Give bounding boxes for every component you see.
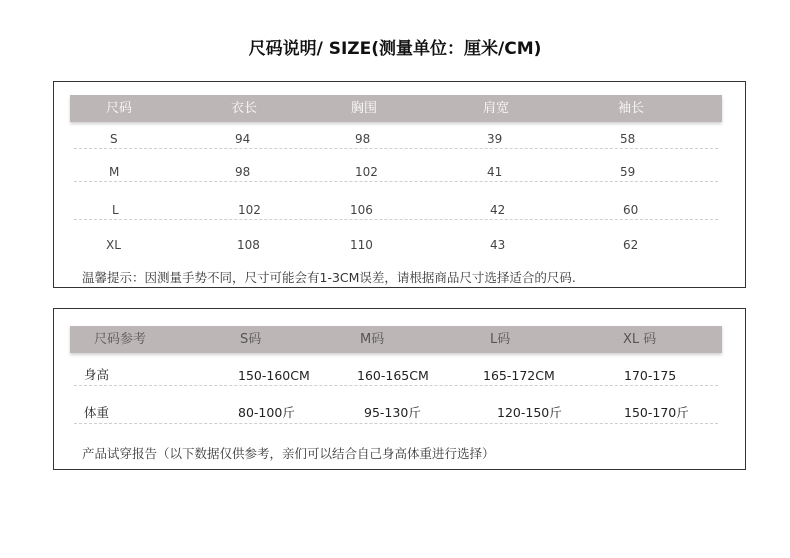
cell-label-weight: 体重 bbox=[84, 405, 110, 420]
cell-weight-xl: 150-170斤 bbox=[624, 405, 689, 420]
cell-length: 102 bbox=[238, 203, 261, 217]
table-row bbox=[74, 401, 718, 424]
cell-size: XL bbox=[106, 238, 121, 252]
cell-length: 98 bbox=[235, 165, 251, 179]
reference-note: 产品试穿报告（以下数据仅供参考，亲们可以结合自己身高体重进行选择） bbox=[82, 446, 495, 461]
cell-shoulder: 42 bbox=[490, 203, 506, 217]
header-chest: 胸围 bbox=[351, 101, 378, 116]
header-size: 尺码 bbox=[106, 101, 133, 116]
reference-table-header bbox=[70, 326, 722, 353]
cell-size: L bbox=[112, 203, 119, 217]
cell-chest: 98 bbox=[355, 132, 371, 146]
cell-height-l: 165-172CM bbox=[483, 368, 555, 383]
table-row bbox=[74, 126, 718, 149]
cell-sleeve: 58 bbox=[620, 132, 636, 146]
cell-height-s: 150-160CM bbox=[238, 368, 310, 383]
cell-size: M bbox=[109, 165, 120, 179]
cell-label-height: 身高 bbox=[84, 367, 110, 382]
cell-sleeve: 60 bbox=[623, 203, 639, 217]
cell-shoulder: 39 bbox=[487, 132, 503, 146]
size-note: 温馨提示：因测量手势不同，尺寸可能会有1-3CM误差，请根据商品尺寸选择适合的尺码. bbox=[82, 270, 576, 285]
header-shoulder: 肩宽 bbox=[483, 101, 510, 116]
cell-length: 94 bbox=[235, 132, 251, 146]
cell-chest: 106 bbox=[350, 203, 373, 217]
cell-sleeve: 59 bbox=[620, 165, 636, 179]
cell-sleeve: 62 bbox=[623, 238, 639, 252]
size-table bbox=[53, 81, 746, 288]
header-reference: 尺码参考 bbox=[94, 332, 147, 347]
page-title: 尺码说明/ SIZE(测量单位：厘米/CM) bbox=[248, 39, 542, 59]
cell-chest: 110 bbox=[350, 238, 373, 252]
header-size-s: S码 bbox=[240, 332, 262, 347]
header-size-m: M码 bbox=[360, 332, 385, 347]
header-length: 衣长 bbox=[231, 101, 258, 116]
cell-shoulder: 43 bbox=[490, 238, 506, 252]
cell-shoulder: 41 bbox=[487, 165, 503, 179]
table-row bbox=[74, 232, 718, 254]
cell-weight-m: 95-130斤 bbox=[364, 405, 421, 420]
header-size-l: L码 bbox=[490, 332, 511, 347]
cell-length: 108 bbox=[237, 238, 260, 252]
table-row bbox=[74, 197, 718, 220]
table-row bbox=[74, 159, 718, 182]
size-table-header bbox=[70, 95, 722, 122]
cell-height-xl: 170-175 bbox=[624, 368, 677, 383]
reference-table bbox=[53, 308, 746, 470]
cell-size: S bbox=[110, 132, 118, 146]
table-row bbox=[74, 363, 718, 386]
header-sleeve: 袖长 bbox=[618, 101, 645, 116]
cell-height-m: 160-165CM bbox=[357, 368, 429, 383]
cell-chest: 102 bbox=[355, 165, 378, 179]
cell-weight-l: 120-150斤 bbox=[497, 405, 562, 420]
cell-weight-s: 80-100斤 bbox=[238, 405, 295, 420]
header-size-xl: XL 码 bbox=[623, 332, 657, 347]
